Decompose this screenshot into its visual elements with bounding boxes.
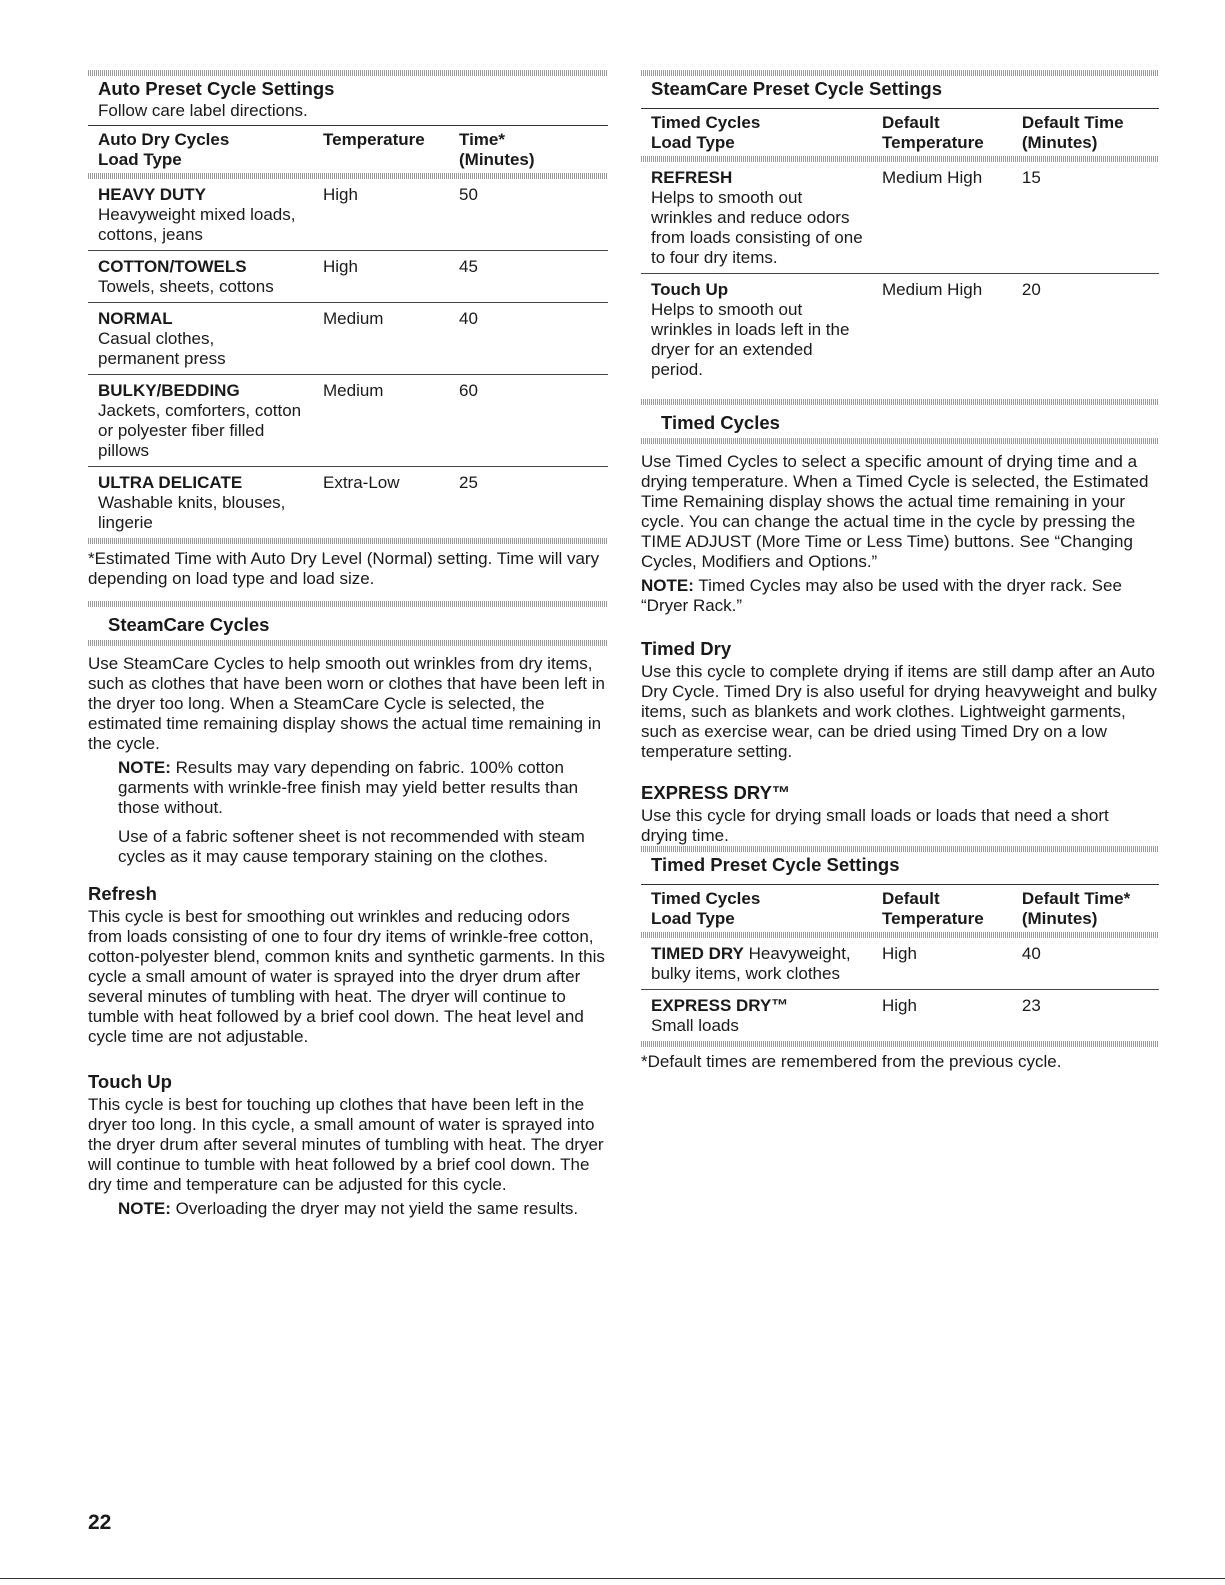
timed-preset-table bbox=[641, 885, 1159, 1041]
time: 25 bbox=[459, 473, 478, 492]
col-header-default: Default bbox=[882, 113, 940, 132]
time: 50 bbox=[459, 185, 478, 204]
section-divider bbox=[641, 399, 1159, 405]
page-number: 22 bbox=[88, 1511, 112, 1534]
table-row bbox=[88, 466, 608, 538]
steam-table-title: SteamCare Preset Cycle Settings bbox=[651, 78, 942, 99]
col-header-cycles: Timed Cycles bbox=[651, 889, 761, 908]
note-text: Results may vary depending on fabric. 100% cotton garments with wrinkle-free finish may yield better results than those without. bbox=[118, 758, 579, 817]
temperature: High bbox=[882, 996, 917, 1015]
load-type: Heavyweight, bulky items, work clothes bbox=[651, 944, 851, 983]
time: 40 bbox=[1021, 944, 1041, 963]
table-row bbox=[88, 250, 608, 302]
section-divider bbox=[641, 438, 1159, 444]
timed-table-title: Timed Preset Cycle Settings bbox=[651, 854, 900, 875]
time: 40 bbox=[459, 309, 478, 328]
section-divider bbox=[641, 70, 1159, 76]
section-divider bbox=[88, 601, 608, 607]
col-header-minutes: (Minutes) bbox=[1021, 909, 1098, 928]
auto-preset-table bbox=[88, 126, 608, 538]
section-divider bbox=[641, 846, 1159, 852]
note-label: NOTE: bbox=[641, 576, 694, 595]
right-column bbox=[641, 70, 1159, 1084]
refresh-heading: Refresh bbox=[88, 883, 157, 904]
table-bottom-divider bbox=[641, 1041, 1159, 1047]
load-type: Helps to smooth out wrinkles in loads left in the dryer for an extended period. bbox=[651, 300, 850, 379]
temperature: Medium High bbox=[882, 280, 983, 299]
time: 15 bbox=[1021, 168, 1041, 187]
steamcare-note bbox=[118, 758, 608, 818]
col-header-minutes: (Minutes) bbox=[1021, 133, 1098, 152]
cycle-name: BULKY/BEDDING bbox=[98, 381, 240, 400]
table-row bbox=[641, 938, 1159, 989]
section-divider bbox=[88, 640, 608, 646]
temperature: High bbox=[323, 185, 358, 204]
auto-table-subtitle: Follow care label directions. bbox=[98, 101, 308, 120]
timed-dry-text: Use this cycle to complete drying if items are still damp after an Auto Dry Cycle. Timed Dry is also useful for drying heavyweight and bulky items, such as blankets and work clothes. Lightweight garments, such as exercise wear, can be dried using Timed Dry on a low temperature setting. bbox=[641, 662, 1157, 761]
temperature: High bbox=[882, 944, 917, 963]
load-type: Jackets, comforters, cotton or polyester fiber filled pillows bbox=[98, 401, 302, 460]
cycle-name: Touch Up bbox=[651, 280, 729, 299]
cycle-name: NORMAL bbox=[98, 309, 173, 328]
section-divider bbox=[88, 70, 608, 76]
note-label: NOTE: bbox=[118, 758, 171, 777]
cycle-name: REFRESH bbox=[651, 168, 733, 187]
col-header-temperature: Temperature bbox=[323, 130, 425, 149]
refresh-text: This cycle is best for smoothing out wrinkles and reducing odors from loads consisting of one to four dry items of wrinkle-free cotton, cotton-polyester blend, common knits and synthetic garments. In this cycle a small amount of water is sprayed into the dryer drum after several minutes of tumbling with heat. The dryer will continue to tumble with heat followed by a brief cool down. The heat level and cycle time are not adjustable. bbox=[88, 907, 605, 1046]
express-dry-text: Use this cycle for drying small loads or loads that need a short drying time. bbox=[641, 806, 1109, 845]
express-dry-heading: EXPRESS DRY™ bbox=[641, 782, 791, 803]
col-header-cycles: Auto Dry Cycles bbox=[98, 130, 230, 149]
steamcare-preset-table bbox=[641, 109, 1159, 385]
cycle-name: HEAVY DUTY bbox=[98, 185, 207, 204]
load-type: Helps to smooth out wrinkles and reduce odors from loads consisting of one to four dry items. bbox=[651, 188, 863, 267]
touchup-heading: Touch Up bbox=[88, 1071, 172, 1092]
table-row bbox=[641, 162, 1159, 273]
time: 23 bbox=[1021, 996, 1041, 1015]
col-header-load-type: Load Type bbox=[651, 133, 735, 152]
temperature: Medium bbox=[323, 309, 384, 328]
col-header-minutes: (Minutes) bbox=[459, 150, 535, 169]
temperature: Extra-Low bbox=[323, 473, 400, 492]
table-row bbox=[641, 273, 1159, 385]
touchup-note bbox=[118, 1199, 608, 1219]
load-type: Heavyweight mixed loads, cottons, jeans bbox=[98, 205, 296, 244]
time: 45 bbox=[459, 257, 478, 276]
auto-table-footnote: *Estimated Time with Auto Dry Level (Normal) setting. Time will vary depending on load type and load size. bbox=[88, 549, 600, 588]
note-text: Timed Cycles may also be used with the dryer rack. See “Dryer Rack.” bbox=[641, 576, 1122, 615]
steamcare-intro: Use SteamCare Cycles to help smooth out wrinkles from dry items, such as clothes that have been worn or clothes that have been left in the dryer too long. When a SteamCare Cycle is selected, the estimated time remaining display shows the actual time remaining in the cycle. bbox=[88, 654, 605, 753]
table-header-row bbox=[641, 109, 1159, 156]
table-row bbox=[88, 302, 608, 374]
load-type: Casual clothes, permanent press bbox=[98, 329, 226, 368]
timed-note bbox=[641, 576, 1159, 616]
table-header-row bbox=[88, 126, 608, 173]
touchup-text: This cycle is best for touching up clothes that have been left in the dryer too long. In this cycle, a small amount of water is sprayed into the dryer drum after several minutes of tumbling with heat. The dryer will continue to tumble with heat followed by a brief cool down. The dry time and temperature can be adjusted for this cycle. bbox=[88, 1095, 604, 1194]
time: 20 bbox=[1021, 280, 1041, 299]
temperature: Medium High bbox=[882, 168, 983, 187]
note-label: NOTE: bbox=[118, 1199, 171, 1218]
note-text: Overloading the dryer may not yield the same results. bbox=[175, 1199, 579, 1218]
steamcare-note-2: Use of a fabric softener sheet is not recommended with steam cycles as it may cause temporary staining on the clothes. bbox=[118, 827, 585, 866]
cycle-name: COTTON/TOWELS bbox=[98, 257, 247, 276]
table-row bbox=[88, 179, 608, 250]
col-header-load-type: Load Type bbox=[98, 150, 182, 169]
left-column bbox=[88, 70, 608, 1219]
timed-dry-heading: Timed Dry bbox=[641, 638, 732, 659]
col-header-default: Default bbox=[882, 889, 940, 908]
load-type: Washable knits, blouses, lingerie bbox=[98, 493, 286, 532]
load-type: Towels, sheets, cottons bbox=[98, 277, 274, 296]
temperature: High bbox=[323, 257, 358, 276]
timed-cycles-heading: Timed Cycles bbox=[661, 412, 780, 433]
table-header-row bbox=[641, 885, 1159, 932]
col-header-temperature: Temperature bbox=[882, 133, 984, 152]
table-row bbox=[641, 989, 1159, 1041]
page-bottom-rule bbox=[0, 1578, 1225, 1579]
time: 60 bbox=[459, 381, 478, 400]
cycle-name: ULTRA DELICATE bbox=[98, 473, 243, 492]
col-header-default-time: Default Time bbox=[1021, 113, 1124, 132]
col-header-load-type: Load Type bbox=[651, 909, 735, 928]
col-header-default-time: Default Time* bbox=[1021, 889, 1131, 908]
timed-intro: Use Timed Cycles to select a specific amount of drying time and a drying temperature. When a Timed Cycle is selected, the Estimated Time Remaining display shows the actual time remaining in your cycle. You can change the actual time in the cycle by pressing the TIME ADJUST (More Time or Less Time) buttons. See “Changing Cycles, Modifiers and Options.” bbox=[641, 452, 1149, 571]
cycle-name: EXPRESS DRY™ bbox=[651, 996, 789, 1015]
cycle-name: TIMED DRY bbox=[651, 944, 744, 963]
col-header-temperature: Temperature bbox=[882, 909, 984, 928]
col-header-cycles: Timed Cycles bbox=[651, 113, 761, 132]
temperature: Medium bbox=[323, 381, 384, 400]
load-type: Small loads bbox=[651, 1016, 739, 1035]
table-row bbox=[88, 374, 608, 466]
auto-table-title: Auto Preset Cycle Settings bbox=[98, 78, 335, 99]
timed-table-footnote: *Default times are remembered from the previous cycle. bbox=[641, 1052, 1062, 1071]
steamcare-heading: SteamCare Cycles bbox=[108, 614, 270, 635]
col-header-time: Time* bbox=[459, 130, 505, 149]
table-bottom-divider bbox=[88, 538, 608, 544]
